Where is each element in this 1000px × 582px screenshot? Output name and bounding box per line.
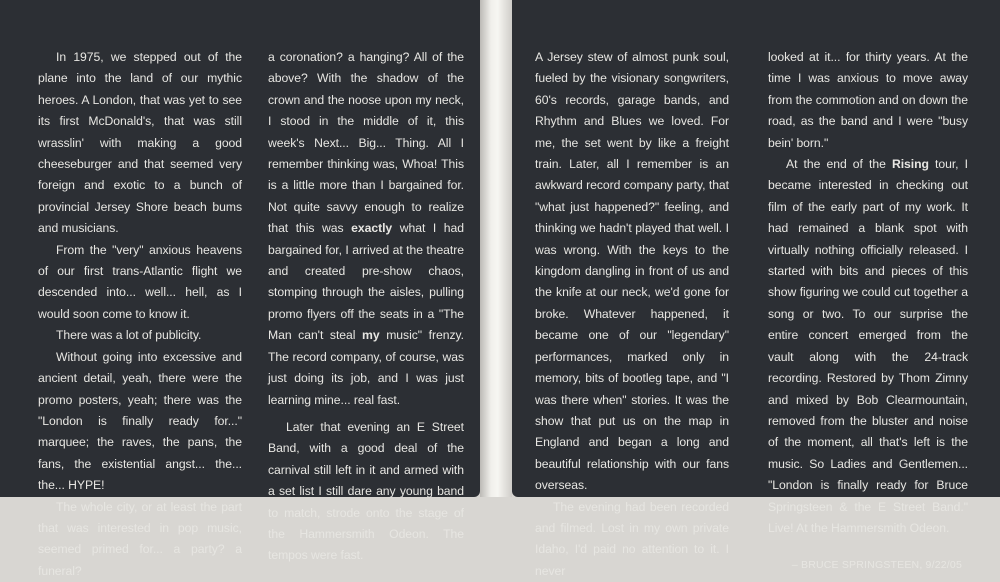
paragraph: The whole city, or at least the part that was interested in pop music, seemed primed for... a party? a funeral?: [38, 499, 242, 578]
text-column-2: [268, 47, 464, 567]
emphasis-exactly: exactly: [351, 221, 393, 236]
paragraph: The evening had been recorded and filmed. Lost in my own private Idaho, I'd paid no attention to it. I never: [535, 499, 729, 578]
emphasis-my: my: [362, 328, 380, 343]
text-run: tour, I became interested in checking out film of the early part of my work. It had remained a blank spot with virtually nothing officially released. I started with bits and pieces of this show figuring we could cut together a song or two. To our surprise the entire concert emerged from the vault along with the 24-track recording. Restored by Thom Zimny and mixed by Bob Clearmountain, removed from the bluster and noise of the moment, all that's left is the music. So Ladies and Gentlemen... "London is finally ready for Bruce Springsteen & the E Street Band." Live! At the Hammersmith Odeon.: [768, 157, 968, 535]
text-run: what I had bargained for, I arrived at the theatre and created pre-show chaos, stomping through the aisles, pulling promo flyers off the seats in a "The Man can't steal: [268, 221, 464, 343]
paragraph: A Jersey stew of almost punk soul, fueled by the visionary songwriters, 60's records, garage bands, and Rhythm and Blues we loved. For me, the set went by like a freight train. Later, all I remember is an awkward record company party, that "what just happened?" feeling, and thinking we hadn't played that well. I was wrong. With the keys to the kingdom dangling in front of us and the knife at our neck, we'd gone for broke. Whatever happened, it became one of our "legendary" performances, marked only in memory, bits of bootleg tape, and "I was there when" stories. It was the show that put us on the map in England and began a long and beautiful relationship with our fans overseas.: [535, 50, 729, 493]
booklet-spine: [480, 0, 512, 497]
emphasis-rising: Rising: [891, 157, 929, 172]
text-run: music" frenzy. The record company, of course, was just doing its job, and I was just learning mine... real fast.: [268, 328, 464, 407]
paragraph: Later that evening an E Street Band, with a good deal of the carnival still left in it and armed with a set list I still dare any young band to match, strode onto the stage of the Hammersmith Odeon. The tempos were fast.: [268, 419, 464, 563]
text-column-3: [535, 47, 729, 582]
signature: – BRUCE SPRINGSTEEN, 9/22/05: [791, 559, 962, 572]
paragraph: [768, 154, 968, 539]
paragraph: [268, 47, 464, 411]
text-run: a coronation? a hanging? All of the above? With the shadow of the crown and the noose upon my neck, I stood in the middle of it, this week's Next... Big... Thing. All I remember thinking was, Whoa! This is a little more than I bargained for. Not quite savvy enough to realize that this was: [268, 50, 464, 236]
text-column-4: [768, 47, 968, 577]
paragraph: In 1975, we stepped out of the plane into the land of our mythic heroes. A London, that was yet to see its first McDonald's, that was still wrasslin' with making a good cheeseburger and that seemed very foreign and exotic to a bunch of provincial Jersey Shore beach bums and musicians.: [38, 50, 242, 236]
paragraph: There was a lot of publicity.: [56, 328, 202, 343]
text-run: At the end of the: [786, 157, 892, 172]
paragraph: From the "very" anxious heavens of our first trans-Atlantic flight we descended into... well... hell, as I would soon come to know it.: [38, 242, 242, 321]
paragraph: Without going into excessive and ancient detail, yeah, there were the promo posters, yeah; there was the "London is finally ready for..." marquee; the raves, the pans, the fans, the existential angst... the... the... HYPE!: [38, 349, 242, 493]
text-column-1: [38, 47, 242, 582]
left-page: [0, 0, 480, 578]
paragraph: looked at it... for thirty years. At the time I was anxious to move away from the commotion and on down the road, as the band and I were "busy bein' born.": [768, 50, 968, 150]
